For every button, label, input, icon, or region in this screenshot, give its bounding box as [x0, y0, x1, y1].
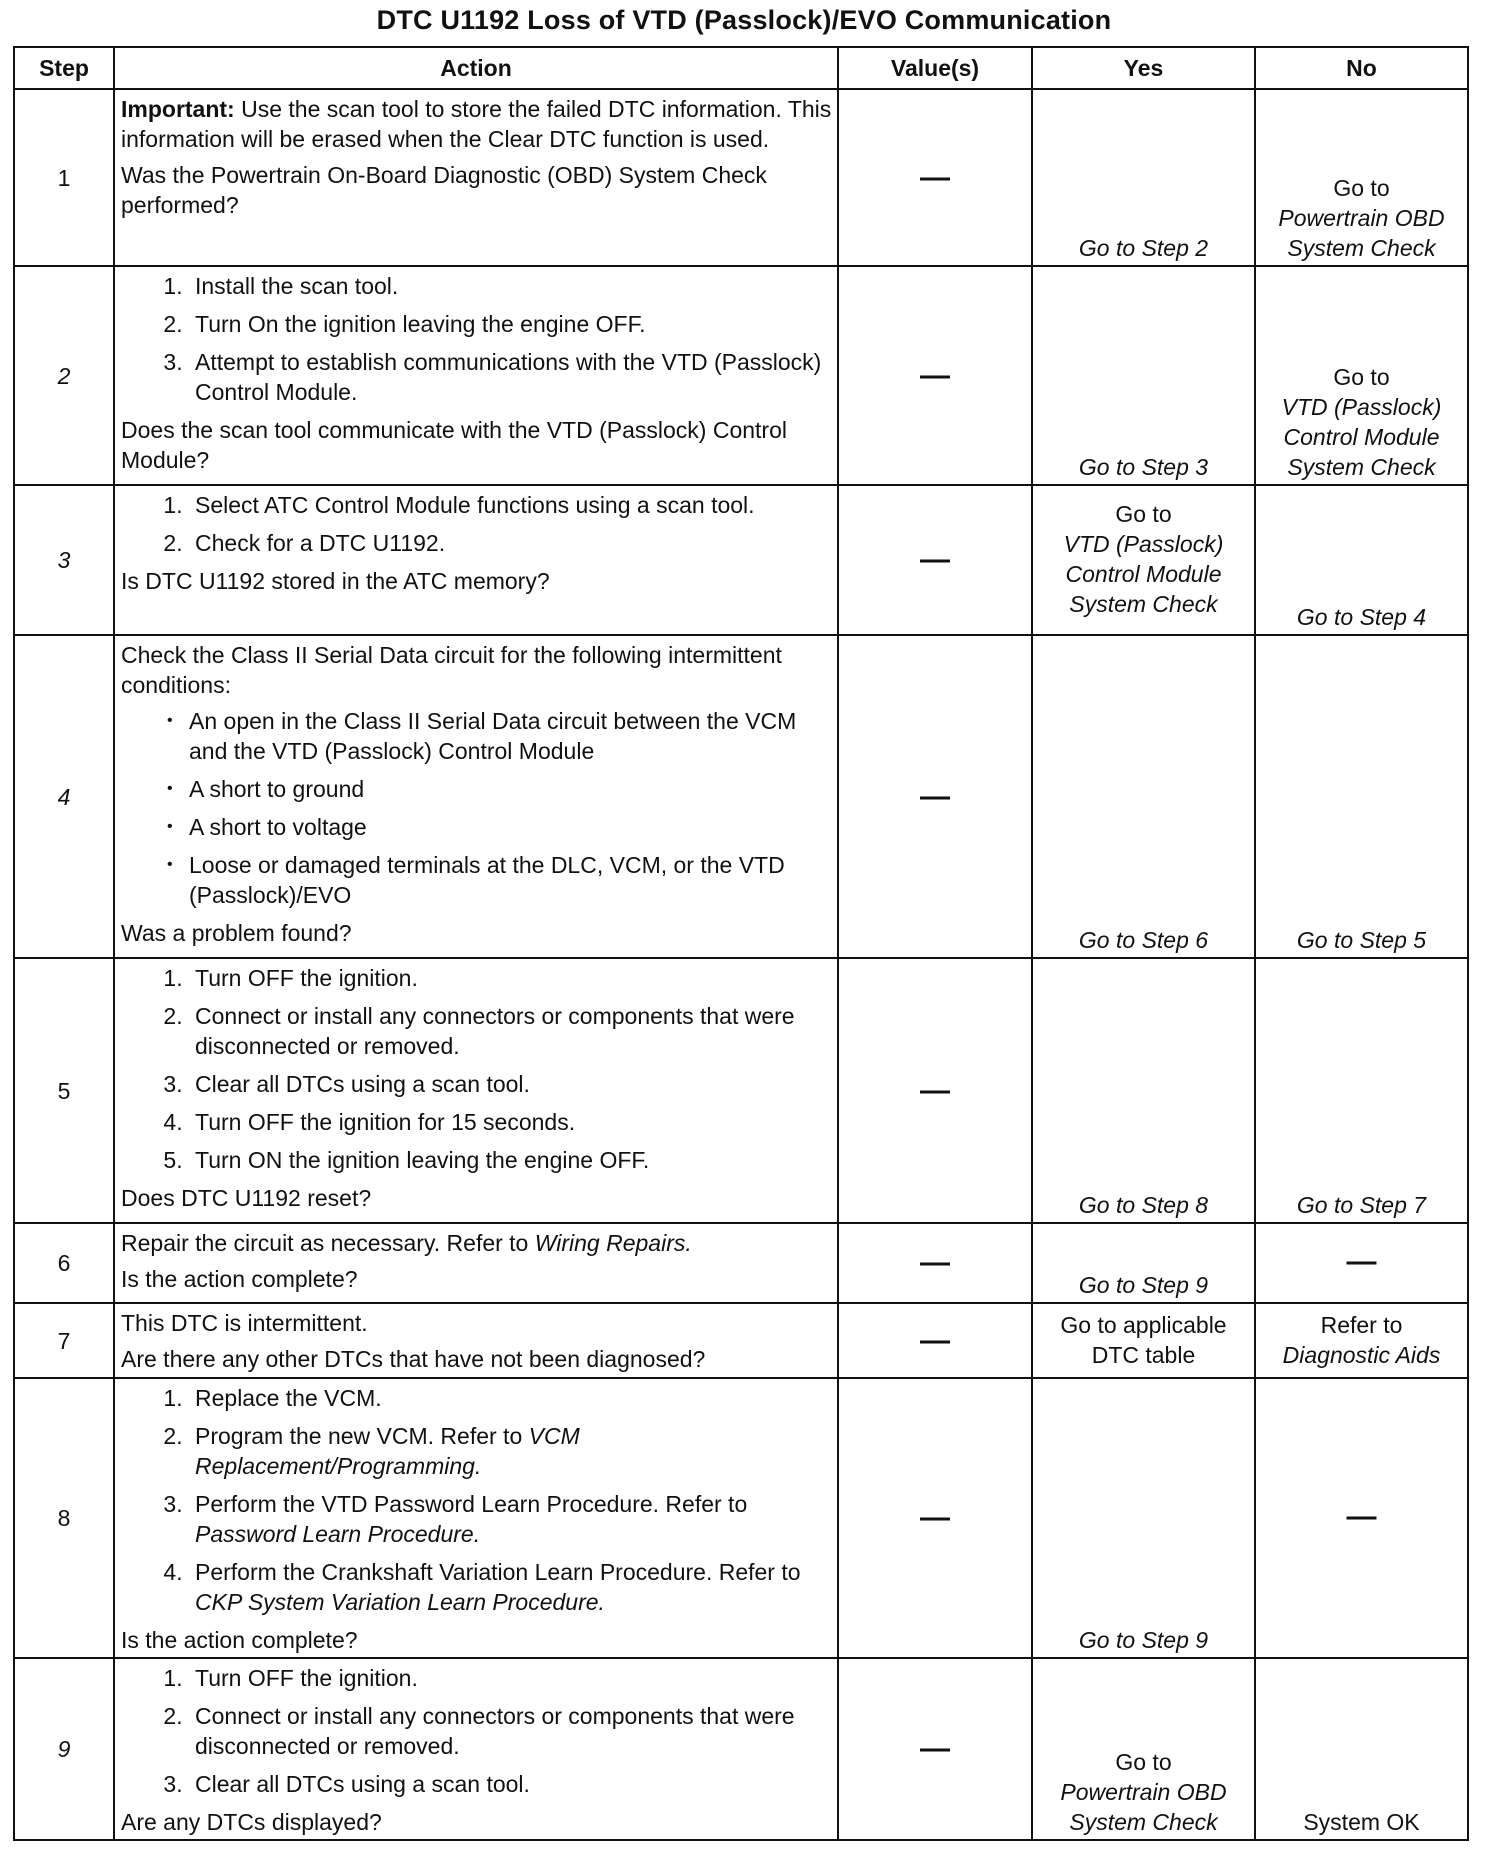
- value-cell: —: [838, 1378, 1032, 1658]
- yes-cell: Go to Step 9: [1032, 1378, 1255, 1658]
- question: Is DTC U1192 stored in the ATC memory?: [121, 568, 550, 594]
- table-row: [14, 266, 1468, 485]
- question: Does DTC U1192 reset?: [121, 1185, 372, 1211]
- action-text-lead: Repair the circuit as necessary. Refer to: [121, 1230, 535, 1256]
- list-item: • A short to ground: [189, 774, 833, 804]
- value-cell: —: [838, 89, 1032, 266]
- no-cell: [1255, 89, 1468, 266]
- reference-link: VCM Replacement/Programming.: [195, 1423, 580, 1479]
- step-number: 8: [14, 1378, 114, 1658]
- question: Was the Powertrain On-Board Diagnostic (OBD) System Check performed?: [121, 162, 767, 218]
- header-yes: Yes: [1032, 47, 1255, 89]
- step-number: 4: [14, 635, 114, 958]
- yes-cell: [1032, 485, 1255, 635]
- list-item: 4. Turn OFF the ignition for 15 seconds.: [189, 1107, 833, 1137]
- no-cell: [1255, 1303, 1468, 1378]
- list-item: 2. Connect or install any connectors or components that were disconnected or removed.: [189, 1701, 833, 1761]
- yes-cell: Go to Step 8: [1032, 958, 1255, 1223]
- diagnostic-table: [13, 46, 1469, 1841]
- item-text: Perform the VTD Password Learn Procedure. Refer to: [195, 1491, 748, 1517]
- value-cell: —: [838, 958, 1032, 1223]
- yes-tail: DTC table: [1091, 1341, 1196, 1368]
- item-text: Perform the Crankshaft Variation Learn Procedure. Refer to: [195, 1559, 801, 1585]
- question: Was a problem found?: [121, 920, 352, 946]
- step-number: 7: [14, 1303, 114, 1378]
- action-cell: [114, 958, 838, 1223]
- table-row: [14, 1303, 1468, 1378]
- action-cell: [114, 1658, 838, 1840]
- yes-cell: Go to Step 9: [1032, 1223, 1255, 1303]
- value-cell: —: [838, 1303, 1032, 1378]
- list-item: 5. Turn ON the ignition leaving the engine OFF.: [189, 1145, 833, 1175]
- no-cell: System OK: [1255, 1658, 1468, 1840]
- header-action: Action: [114, 47, 838, 89]
- action-list: [121, 963, 833, 1175]
- yes-cell: [1032, 1658, 1255, 1840]
- action-text: [121, 1228, 833, 1258]
- no-link: Diagnostic Aids: [1282, 1341, 1441, 1368]
- action-cell: [114, 635, 838, 958]
- condition-list: [121, 706, 833, 910]
- action-list: [121, 1383, 833, 1617]
- no-cell: Go to Step 7: [1255, 958, 1468, 1223]
- yes-lead: Go to: [1115, 501, 1172, 527]
- action-cell: [114, 485, 838, 635]
- question: Are there any other DTCs that have not been diagnosed?: [121, 1346, 706, 1372]
- list-item: • An open in the Class II Serial Data circuit between the VCM and the VTD (Passlock) Control Module: [189, 706, 833, 766]
- no-cell: Go to Step 4: [1255, 485, 1468, 635]
- action-text: This DTC is intermittent.: [121, 1310, 368, 1336]
- list-item: 2. Turn On the ignition leaving the engine OFF.: [189, 309, 833, 339]
- no-link: VTD (Passlock) Control Module System Check: [1281, 394, 1442, 480]
- important-text: Use the scan tool to store the failed DTC information. This information will be erased when the Clear DTC function is used.: [121, 96, 832, 152]
- action-list: [121, 490, 833, 558]
- action-cell: [114, 1303, 838, 1378]
- action-cell: [114, 89, 838, 266]
- no-lead: Refer to: [1320, 1311, 1403, 1338]
- value-cell: —: [838, 266, 1032, 485]
- no-cell: [1255, 266, 1468, 485]
- step-number: 1: [14, 89, 114, 266]
- list-item: 3. Clear all DTCs using a scan tool.: [189, 1769, 833, 1799]
- table-row: [14, 635, 1468, 958]
- yes-cell: Go to Step 2: [1032, 89, 1255, 266]
- yes-link: VTD (Passlock) Control Module System Check: [1063, 531, 1224, 617]
- action-list: [121, 271, 833, 407]
- value-cell: —: [838, 485, 1032, 635]
- no-cell: —: [1255, 1223, 1468, 1303]
- value-cell: —: [838, 1658, 1032, 1840]
- no-lead: Go to: [1333, 175, 1390, 201]
- step-number: 9: [14, 1658, 114, 1840]
- reference-link: CKP System Variation Learn Procedure.: [195, 1589, 605, 1615]
- important-label: Important:: [121, 96, 235, 122]
- header-step: Step: [14, 47, 114, 89]
- table-row: [14, 1378, 1468, 1658]
- step-number: 6: [14, 1223, 114, 1303]
- action-list: [121, 1663, 833, 1799]
- table-row: [14, 485, 1468, 635]
- action-cell: [114, 266, 838, 485]
- header-row: [14, 47, 1468, 89]
- list-item: 1. Select ATC Control Module functions using a scan tool.: [189, 490, 833, 520]
- yes-cell: [1032, 1303, 1255, 1378]
- yes-lead: Go to applicable: [1060, 1311, 1227, 1338]
- list-item: 1. Turn OFF the ignition.: [189, 1663, 833, 1693]
- header-no: No: [1255, 47, 1468, 89]
- yes-cell: Go to Step 6: [1032, 635, 1255, 958]
- action-cell: [114, 1378, 838, 1658]
- table-row: [14, 958, 1468, 1223]
- no-lead: Go to: [1333, 364, 1390, 390]
- list-item: [189, 1421, 833, 1481]
- list-item: • Loose or damaged terminals at the DLC, VCM, or the VTD (Passlock)/EVO: [189, 850, 833, 910]
- header-values: Value(s): [838, 47, 1032, 89]
- reference-link: Wiring Repairs.: [534, 1230, 692, 1256]
- table-row: [14, 1658, 1468, 1840]
- list-item: 2. Connect or install any connectors or components that were disconnected or removed.: [189, 1001, 833, 1061]
- step-number: 2: [14, 266, 114, 485]
- list-item: 1. Turn OFF the ignition.: [189, 963, 833, 993]
- no-link: Powertrain OBD System Check: [1278, 205, 1445, 261]
- value-cell: —: [838, 635, 1032, 958]
- question: Is the action complete?: [121, 1627, 358, 1653]
- yes-link: Powertrain OBD System Check: [1060, 1779, 1227, 1835]
- yes-lead: Go to: [1115, 1749, 1172, 1775]
- no-cell: Go to Step 5: [1255, 635, 1468, 958]
- list-item: • A short to voltage: [189, 812, 833, 842]
- table-row: [14, 1223, 1468, 1303]
- list-item: 3. Attempt to establish communications with the VTD (Passlock) Control Module.: [189, 347, 833, 407]
- list-item: [189, 1557, 833, 1617]
- list-item: 1. Replace the VCM.: [189, 1383, 833, 1413]
- step-number: 5: [14, 958, 114, 1223]
- page-title: DTC U1192 Loss of VTD (Passlock)/EVO Communication: [376, 5, 1112, 35]
- question: Is the action complete?: [121, 1266, 358, 1292]
- value-cell: —: [838, 1223, 1032, 1303]
- no-cell: —: [1255, 1378, 1468, 1658]
- intro-text: Check the Class II Serial Data circuit for the following intermittent conditions:: [121, 642, 782, 698]
- yes-cell: Go to Step 3: [1032, 266, 1255, 485]
- table-row: [14, 89, 1468, 266]
- item-text: Program the new VCM. Refer to: [195, 1423, 529, 1449]
- important-note: [121, 94, 833, 154]
- question: Does the scan tool communicate with the VTD (Passlock) Control Module?: [121, 417, 787, 473]
- list-item: 2. Check for a DTC U1192.: [189, 528, 833, 558]
- list-item: 1. Install the scan tool.: [189, 271, 833, 301]
- action-cell: [114, 1223, 838, 1303]
- reference-link: Password Learn Procedure.: [195, 1521, 481, 1547]
- list-item: 3. Clear all DTCs using a scan tool.: [189, 1069, 833, 1099]
- list-item: [189, 1489, 833, 1549]
- step-number: 3: [14, 485, 114, 635]
- question: Are any DTCs displayed?: [121, 1809, 382, 1835]
